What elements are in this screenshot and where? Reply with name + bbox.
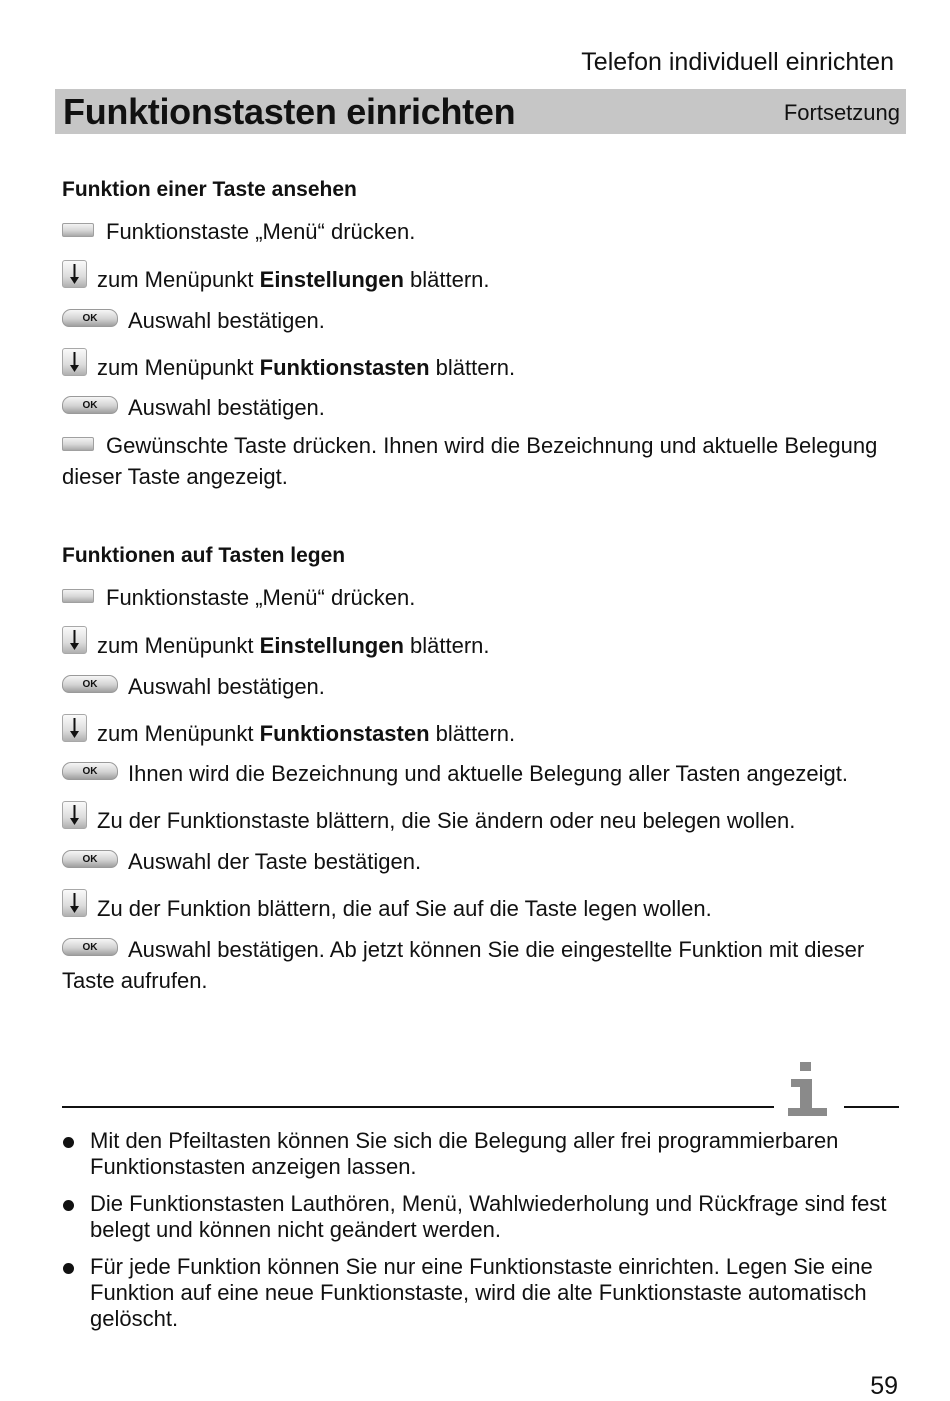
arrow-down-key-icon bbox=[62, 348, 87, 376]
step bbox=[62, 630, 907, 661]
step bbox=[62, 352, 907, 383]
step bbox=[62, 430, 907, 492]
menu-item-name: Funktionstasten bbox=[259, 355, 430, 380]
hint-text: Mit den Pfeiltasten können Sie sich die Belegung aller frei programmierbaren Funktionstasten anzeigen lassen. bbox=[90, 1128, 839, 1179]
page-title: Funktionstasten einrichten bbox=[63, 91, 516, 132]
menu-item-name: Einstellungen bbox=[259, 633, 404, 658]
step-text: Zu der Funktion blättern, die auf Sie auf die Taste legen wollen. bbox=[97, 896, 712, 921]
step-text: Gewünschte Taste drücken. Ihnen wird die Bezeichnung und aktuelle Belegung dieser Taste angezeigt. bbox=[62, 433, 878, 489]
step bbox=[62, 718, 907, 749]
arrow-down-key-icon bbox=[62, 889, 87, 917]
step-text: Auswahl bestätigen. bbox=[128, 674, 325, 699]
hint-item bbox=[62, 1191, 902, 1243]
function-key-icon bbox=[62, 223, 94, 237]
continuation-label: Fortsetzung bbox=[783, 100, 900, 125]
ok-key-icon: OK bbox=[62, 938, 118, 956]
step bbox=[62, 758, 907, 789]
step-text: Funktionstaste „Menü“ drücken. bbox=[106, 585, 416, 610]
divider bbox=[844, 1106, 899, 1108]
hint-text: Die Funktionstasten Lauthören, Menü, Wahlwiederholung und Rückfrage sind fest belegt und können nicht geändert werden. bbox=[90, 1191, 887, 1242]
hint-item bbox=[62, 1254, 902, 1332]
ok-key-icon: OK bbox=[62, 396, 118, 414]
bullet-icon bbox=[63, 1137, 74, 1148]
step-text: Auswahl bestätigen. bbox=[128, 308, 325, 333]
step bbox=[62, 805, 907, 836]
hint-item bbox=[62, 1128, 902, 1180]
step-text: Funktionstaste „Menü“ drücken. bbox=[106, 219, 416, 244]
function-key-icon bbox=[62, 589, 94, 603]
info-icon bbox=[780, 1062, 836, 1120]
step bbox=[62, 264, 907, 295]
function-key-icon bbox=[62, 437, 94, 451]
step-text: Auswahl bestätigen. bbox=[128, 395, 325, 420]
step-text: blättern. bbox=[403, 633, 490, 658]
step-text: zum Menüpunkt bbox=[97, 721, 260, 746]
step bbox=[62, 305, 907, 336]
section-heading: Funktion einer Taste ansehen bbox=[62, 178, 357, 201]
step-text: zum Menüpunkt bbox=[97, 633, 260, 658]
step-text: zum Menüpunkt bbox=[97, 355, 260, 380]
page-number: 59 bbox=[870, 1372, 898, 1400]
hint-text: Für jede Funktion können Sie nur eine Funktionstaste einrichten. Legen Sie eine Funktion auf eine neue Funktionstaste, wird die alte Funktionstaste automatisch gelöscht. bbox=[90, 1254, 873, 1331]
bullet-icon bbox=[63, 1200, 74, 1211]
arrow-down-key-icon bbox=[62, 626, 87, 654]
step-text: blättern. bbox=[429, 721, 516, 746]
step bbox=[62, 671, 907, 702]
arrow-down-key-icon bbox=[62, 801, 87, 829]
menu-item-name: Einstellungen bbox=[259, 267, 404, 292]
chapter-title: Telefon individuell einrichten bbox=[581, 48, 894, 76]
step bbox=[62, 893, 907, 924]
arrow-down-key-icon bbox=[62, 260, 87, 288]
ok-key-icon: OK bbox=[62, 850, 118, 868]
step-text: zum Menüpunkt bbox=[97, 267, 260, 292]
step bbox=[62, 392, 907, 423]
step bbox=[62, 582, 907, 613]
bullet-icon bbox=[63, 1263, 74, 1274]
divider bbox=[62, 1106, 774, 1108]
ok-key-icon: OK bbox=[62, 309, 118, 327]
step-text: Auswahl der Taste bestätigen. bbox=[128, 849, 422, 874]
step-text: blättern. bbox=[403, 267, 490, 292]
ok-key-icon: OK bbox=[62, 675, 118, 693]
ok-key-icon: OK bbox=[62, 762, 118, 780]
arrow-down-key-icon bbox=[62, 714, 87, 742]
step-text: blättern. bbox=[429, 355, 516, 380]
step bbox=[62, 934, 907, 996]
step bbox=[62, 846, 907, 877]
title-bar bbox=[55, 89, 906, 134]
section-heading: Funktionen auf Tasten legen bbox=[62, 544, 346, 567]
step-text: Ihnen wird die Bezeichnung und aktuelle Belegung aller Tasten angezeigt. bbox=[128, 761, 848, 786]
menu-item-name: Funktionstasten bbox=[259, 721, 430, 746]
step-text: Auswahl bestätigen. Ab jetzt können Sie die eingestellte Funktion mit dieser Taste aufrufen. bbox=[62, 937, 865, 993]
step bbox=[62, 216, 907, 247]
step-text: Zu der Funktionstaste blättern, die Sie ändern oder neu belegen wollen. bbox=[97, 808, 796, 833]
